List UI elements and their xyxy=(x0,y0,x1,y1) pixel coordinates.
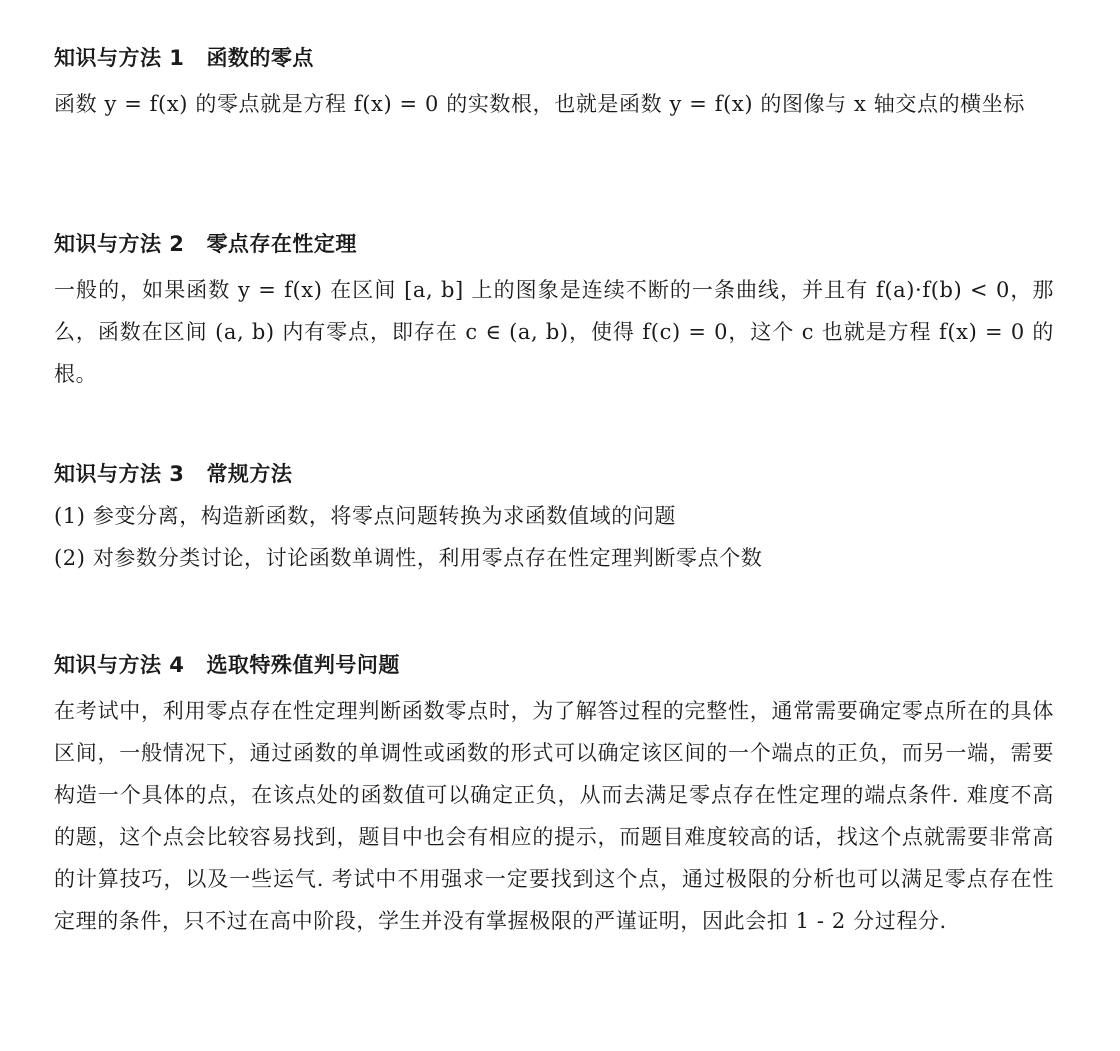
section-title: 常规方法 xyxy=(206,462,293,486)
section-body: 函数 y = f(x) 的零点就是方程 f(x) = 0 的实数根，也就是函数 y = f(x) 的图像与 x 轴交点的横坐标 xyxy=(54,92,1025,116)
section-zero-existence-theorem xyxy=(54,230,1054,395)
section-label: 知识与方法 4 xyxy=(54,653,185,677)
method-item: (2) 对参数分类讨论，讨论函数单调性，利用零点存在性定理判断零点个数 xyxy=(54,546,763,570)
section-label: 知识与方法 3 xyxy=(54,462,185,486)
section-special-value-sign xyxy=(54,651,1054,942)
section-title: 零点存在性定理 xyxy=(206,232,357,256)
section-heading xyxy=(54,44,1054,72)
section-heading xyxy=(54,230,1054,258)
section-common-methods xyxy=(54,460,1054,579)
section-heading xyxy=(54,651,1054,679)
section-label: 知识与方法 2 xyxy=(54,232,185,256)
section-title: 选取特殊值判号问题 xyxy=(206,653,400,677)
section-title: 函数的零点 xyxy=(206,46,314,70)
section-body: 一般的，如果函数 y = f(x) 在区间 [a, b] 上的图象是连续不断的一条曲线，并且有 f(a)·f(b) < 0，那么，函数在区间 (a, b) 内有零点，即存在 c ∈ (a, b)，使得 f(c) = 0，这个 c 也就是方程 f(x) = 0 的根。 xyxy=(54,278,1054,386)
section-label: 知识与方法 1 xyxy=(54,46,185,70)
section-zero-of-function xyxy=(54,44,1054,125)
section-body: 在考试中，利用零点存在性定理判断函数零点时，为了解答过程的完整性，通常需要确定零点所在的具体区间，一般情况下，通过函数的单调性或函数的形式可以确定该区间的一个端点的正负，而另一端，需要构造一个具体的点，在该点处的函数值可以确定正负，从而去满足零点存在性定理的端点条件. 难度不高的题，这个点会比较容易找到，题目中也会有相应的提示，而题目难度较高的话，找这个点就需要非常高的计算技巧，以及一些运气. 考试中不用强求一定要找到这个点，通过极限的分析也可以满足零点存在性定理的条件，只不过在高中阶段，学生并没有掌握极限的严谨证明，因此会扣 1 - 2 分过程分. xyxy=(54,699,1054,933)
section-heading xyxy=(54,460,1054,488)
method-item: (1) 参变分离，构造新函数，将零点问题转换为求函数值域的问题 xyxy=(54,504,677,528)
